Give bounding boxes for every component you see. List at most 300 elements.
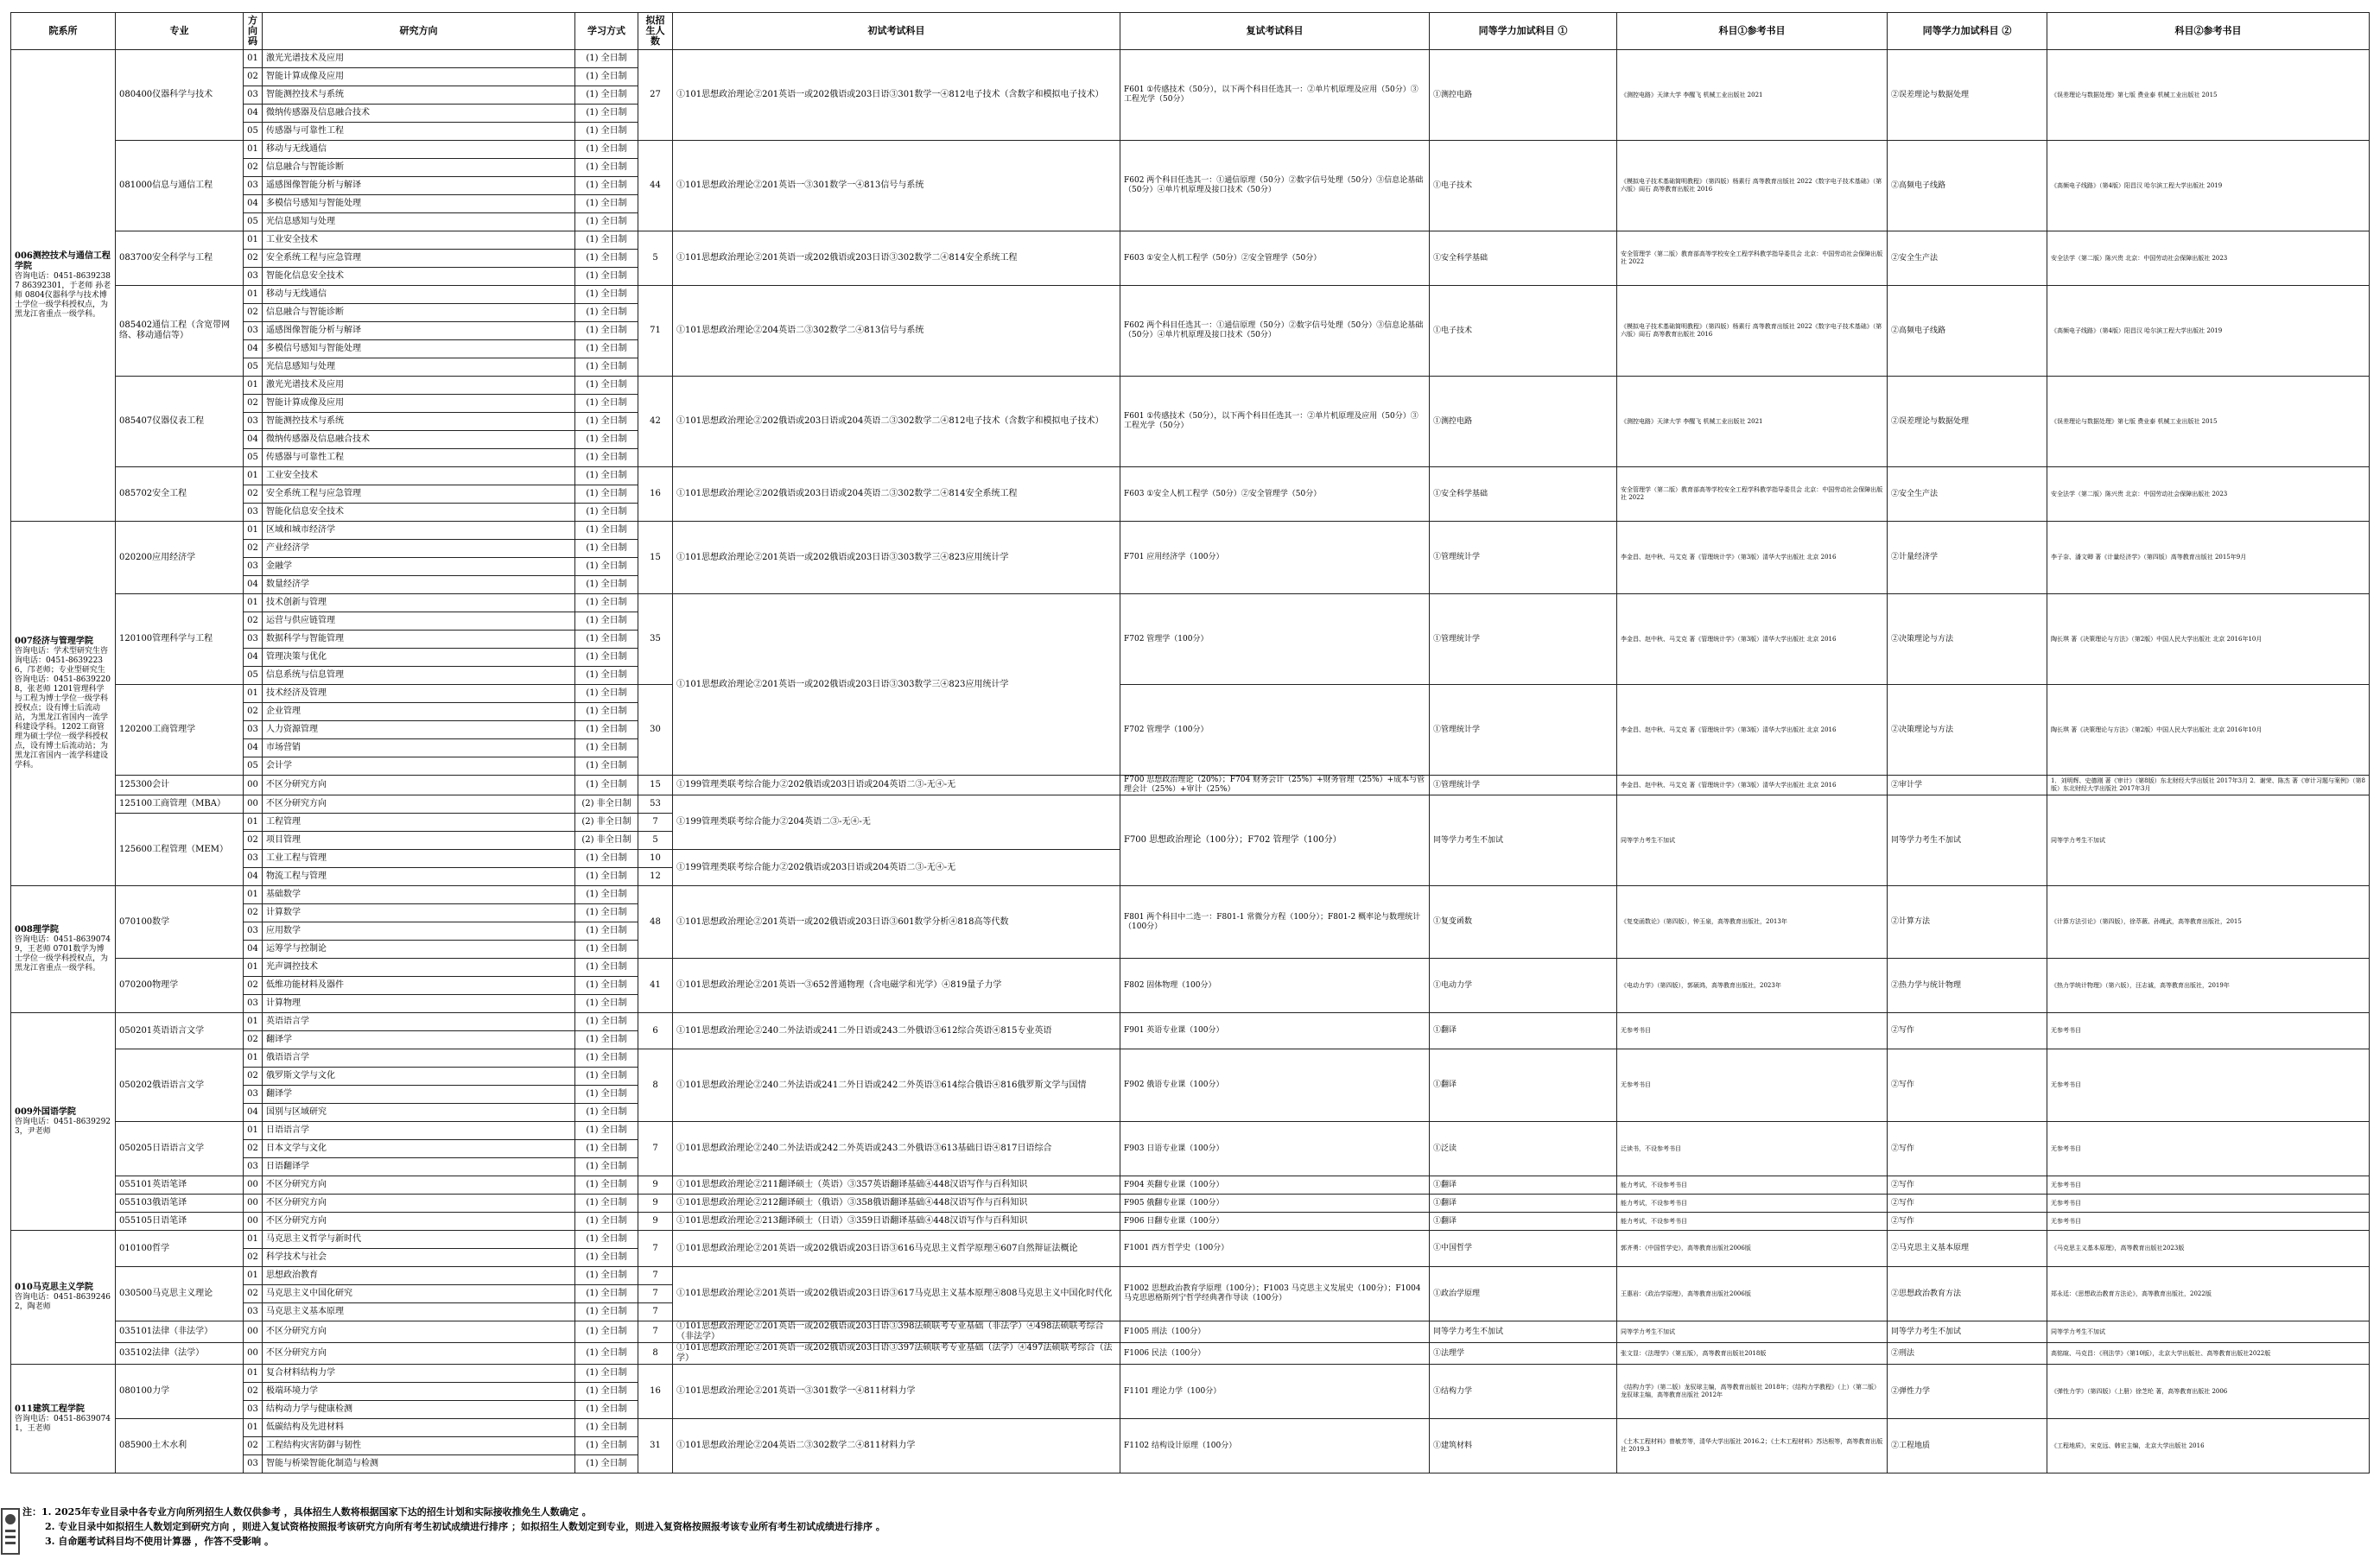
direction-name: 应用数学 (263, 922, 575, 941)
study-mode: (1) 全日制 (575, 1249, 638, 1267)
direction-code: 02 (244, 1140, 263, 1158)
extra-books-2: 《误差理论与数据处理》第七版 费业泰 机械工业出版社 2015 (2047, 50, 2370, 141)
direction-code: 03 (244, 86, 263, 105)
direction-name: 管理决策与优化 (263, 649, 575, 667)
study-mode: (1) 全日制 (575, 485, 638, 504)
extra-subject-2: ②工程地质 (1888, 1419, 2047, 1473)
study-mode: (1) 全日制 (575, 1049, 638, 1068)
seal-stamp (0, 1507, 21, 1556)
extra-books-1: 张文显：《法理学》（第五版），高等教育出版社2018版 (1617, 1343, 1888, 1365)
direction-code: 00 (244, 1195, 263, 1213)
college-info: 咨询电话：0451-86392923，尹老师 (15, 1117, 111, 1136)
study-mode: (1) 全日制 (575, 1383, 638, 1401)
study-mode: (1) 全日制 (575, 1401, 638, 1419)
major-cell: 080400仪器科学与技术 (116, 50, 244, 141)
table-row (11, 1176, 2370, 1195)
extra-subject-2: ②马克思主义基本原理 (1888, 1231, 2047, 1267)
direction-code: 04 (244, 576, 263, 594)
study-mode: (1) 全日制 (575, 1068, 638, 1086)
study-mode: (2) 非全日制 (575, 832, 638, 850)
extra-subject-2: ②写作 (1888, 1049, 2047, 1122)
extra-books-2: 安全法学（第二版）陈兴贵 北京：中国劳动社会保障出版社 2023 (2047, 231, 2370, 286)
direction-name: 日语语言学 (263, 1122, 575, 1140)
major-cell: 125600工程管理（MEM） (116, 814, 244, 886)
major-cell: 120200工商管理学 (116, 685, 244, 776)
direction-code: 01 (244, 594, 263, 612)
retest-subjects: F903 日语专业课（100分） (1120, 1122, 1430, 1176)
study-mode: (1) 全日制 (575, 177, 638, 195)
enrollment-count: 30 (638, 685, 673, 776)
enrollment-count: 27 (638, 50, 673, 141)
direction-name: 计算数学 (263, 904, 575, 922)
extra-subject-1: ①管理统计学 (1430, 522, 1617, 594)
major-cell: 035101法律（非法学） (116, 1321, 244, 1343)
major-cell: 120100管理科学与工程 (116, 594, 244, 685)
direction-name: 人力资源管理 (263, 721, 575, 739)
direction-code: 02 (244, 159, 263, 177)
direction-code: 04 (244, 868, 263, 886)
enrollment-count: 9 (638, 1213, 673, 1231)
direction-code: 02 (244, 1031, 263, 1049)
study-mode: (1) 全日制 (575, 467, 638, 485)
major-cell: 125300会计 (116, 776, 244, 795)
table-row (11, 231, 2370, 250)
direction-code: 03 (244, 631, 263, 649)
extra-books-1: 《模拟电子技术基础简明教程》（第四版）杨素行 高等教育出版社 2022《数字电子技术基础》（第六版）阎石 高等教育出版社 2016 (1617, 141, 1888, 231)
extra-subject-2: ②决策理论与方法 (1888, 685, 2047, 776)
header-cell: 学习方式 (575, 13, 638, 50)
header-cell: 同等学力加试科目 ① (1430, 13, 1617, 50)
extra-subject-1: ①管理统计学 (1430, 776, 1617, 795)
direction-code: 04 (244, 941, 263, 959)
footnotes (22, 1505, 2355, 1549)
direction-code: 03 (244, 558, 263, 576)
table-row (11, 959, 2370, 977)
study-mode: (1) 全日制 (575, 1321, 638, 1343)
study-mode: (1) 全日制 (575, 721, 638, 739)
direction-code: 04 (244, 195, 263, 213)
enrollment-count: 16 (638, 1365, 673, 1419)
extra-books-2: 《计算方法引论》（第四版），徐萃薇、孙绳武，高等教育出版社，2015 (2047, 886, 2370, 959)
study-mode: (1) 全日制 (575, 1031, 638, 1049)
table-row (11, 1343, 2370, 1365)
study-mode: (1) 全日制 (575, 504, 638, 522)
exam-subjects: ①101思想政治理论②201英语一或202俄语或203日语③601数学分析④818高等代数 (673, 886, 1120, 959)
extra-subject-2: ②计算方法 (1888, 886, 2047, 959)
study-mode: (1) 全日制 (575, 250, 638, 268)
retest-subjects: F700 思想政治理论（20%）；F704 财务会计（25%）+财务管理（25%）+成本与管理会计（25%）+审计（25%） (1120, 776, 1430, 795)
direction-code: 04 (244, 739, 263, 757)
extra-subject-2: ②写作 (1888, 1013, 2047, 1049)
study-mode: (2) 非全日制 (575, 814, 638, 832)
exam-subjects: ①101思想政治理论②240二外法语或242二外英语或243二外俄语③613基础日语④817日语综合 (673, 1122, 1120, 1176)
direction-name: 翻译学 (263, 1086, 575, 1104)
college-name: 008理学院 (15, 925, 59, 935)
direction-code: 01 (244, 50, 263, 68)
direction-name: 智能与桥梁智能化制造与检测 (263, 1455, 575, 1473)
college-info: 咨询电话：0451-86390741，王老师 (15, 1414, 111, 1433)
extra-books-2: 《马克思主义基本原理》，高等教育出版社2023版 (2047, 1231, 2370, 1267)
retest-subjects: F801 两个科目中二选一：F801-1 常微分方程（100分）；F801-2 概率论与数理统计（100分） (1120, 886, 1430, 959)
study-mode: (1) 全日制 (575, 522, 638, 540)
extra-books-2: 无参考书目 (2047, 1049, 2370, 1122)
direction-name: 遥感图像智能分析与解译 (263, 322, 575, 340)
study-mode: (1) 全日制 (575, 1343, 638, 1365)
direction-name: 不区分研究方向 (263, 795, 575, 814)
extra-subject-1: ①法理学 (1430, 1343, 1617, 1365)
exam-subjects: ①101思想政治理论②201英语一或202俄语或203日语③398法硕联考专业基础（非法学）④498法硕联考综合（非法学） (673, 1321, 1120, 1343)
direction-code: 04 (244, 431, 263, 449)
direction-code: 01 (244, 814, 263, 832)
extra-subject-1: ①泛读 (1430, 1122, 1617, 1176)
header-cell: 研究方向 (263, 13, 575, 50)
direction-code: 03 (244, 322, 263, 340)
table-row (11, 522, 2370, 540)
footnote-3: 3. 自命题考试科目均不使用计算器 ，作答不受影响 。 (45, 1536, 274, 1547)
extra-subject-2: ②高频电子线路 (1888, 141, 2047, 231)
extra-subject-1: ①测控电路 (1430, 377, 1617, 467)
extra-books-2: 《热力学统计物理》（第六版），汪志诚，高等教育出版社，2019年 (2047, 959, 2370, 1013)
enrollment-count: 41 (638, 959, 673, 1013)
direction-name: 产业经济学 (263, 540, 575, 558)
footnote-1: 注：1. 2025年专业目录中各专业方向所列招生人数仅供参考 ，具体招生人数将根据国家下达的招生计划和实际接收推免生人数确定 。 (22, 1506, 592, 1518)
direction-code: 01 (244, 467, 263, 485)
direction-code: 01 (244, 886, 263, 904)
extra-subject-1: ①翻译 (1430, 1176, 1617, 1195)
header-cell: 科目②参考书目 (2047, 13, 2370, 50)
direction-name: 光信息感知与处理 (263, 213, 575, 231)
study-mode: (1) 全日制 (575, 431, 638, 449)
exam-subjects: ①101思想政治理论②201英语一或202俄语或203日语③617马克思主义基本原理④808马克思主义中国化时代化 (673, 1267, 1120, 1321)
study-mode: (1) 全日制 (575, 886, 638, 904)
direction-code: 01 (244, 1049, 263, 1068)
extra-books-1: 《测控电路》天津大学 李醒飞 机械工业出版社 2021 (1617, 50, 1888, 141)
extra-books-1: 安全管理学（第二版）教育部高等学校安全工程学科教学指导委员会 北京：中国劳动社会保障出版社 2022 (1617, 231, 1888, 286)
header-cell: 拟招生人数 (638, 13, 673, 50)
retest-subjects: F603 ①安全人机工程学（50分）②安全管理学（50分） (1120, 231, 1430, 286)
direction-name: 俄语语言学 (263, 1049, 575, 1068)
table-row (11, 1122, 2370, 1140)
direction-code: 00 (244, 1343, 263, 1365)
extra-books-1: 李金昌、赵中秋、马艾克 著《管理统计学》（第3版）清华大学出版社 北京 2016 (1617, 685, 1888, 776)
exam-subjects: ①101思想政治理论②201英语一或202俄语或203日语③301数学一④812电子技术（含数字和模拟电子技术） (673, 50, 1120, 141)
extra-subject-2: ②安全生产法 (1888, 231, 2047, 286)
direction-name: 俄罗斯文学与文化 (263, 1068, 575, 1086)
direction-code: 03 (244, 413, 263, 431)
direction-code: 02 (244, 1437, 263, 1455)
direction-name: 日语翻译学 (263, 1158, 575, 1176)
extra-subject-1: ①翻译 (1430, 1195, 1617, 1213)
direction-code: 00 (244, 1176, 263, 1195)
enrollment-count: 15 (638, 522, 673, 594)
major-cell: 055101英语笔译 (116, 1176, 244, 1195)
extra-books-2: 《工程地质》，宋克远、韩宏主编，北京大学出版社 2016 (2047, 1419, 2370, 1473)
direction-code: 01 (244, 959, 263, 977)
direction-name: 安全系统工程与应急管理 (263, 250, 575, 268)
direction-name: 复合材料结构力学 (263, 1365, 575, 1383)
extra-subject-1: ①测控电路 (1430, 50, 1617, 141)
direction-code: 01 (244, 1365, 263, 1383)
direction-name: 信息融合与智能诊断 (263, 159, 575, 177)
retest-subjects: F601 ①传感技术（50分），以下两个科目任选其一：②单片机原理及应用（50分）③工程光学（50分） (1120, 377, 1430, 467)
college-name: 009外国语学院 (15, 1106, 76, 1117)
extra-books-1: 郭齐勇：《中国哲学史》，高等教育出版社2006版 (1617, 1231, 1888, 1267)
table-row (11, 795, 2370, 814)
header-cell: 同等学力加试科目 ② (1888, 13, 2047, 50)
extra-subject-2: ②审计学 (1888, 776, 2047, 795)
study-mode: (1) 全日制 (575, 231, 638, 250)
direction-code: 01 (244, 1419, 263, 1437)
study-mode: (1) 全日制 (575, 1437, 638, 1455)
extra-books-1: 《模拟电子技术基础简明教程》（第四版）杨素行 高等教育出版社 2022《数字电子技术基础》（第六版）阎石 高等教育出版社 2016 (1617, 286, 1888, 377)
table-row (11, 1213, 2370, 1231)
table-row (11, 594, 2370, 612)
table-row (11, 377, 2370, 395)
extra-subject-1: ①中国哲学 (1430, 1231, 1617, 1267)
study-mode: (1) 全日制 (575, 1195, 638, 1213)
direction-code: 00 (244, 1213, 263, 1231)
enrollment-count: 7 (638, 1285, 673, 1303)
direction-name: 思想政治教育 (263, 1267, 575, 1285)
study-mode: (1) 全日制 (575, 213, 638, 231)
study-mode: (1) 全日制 (575, 123, 638, 141)
study-mode: (1) 全日制 (575, 540, 638, 558)
major-cell: 010100哲学 (116, 1231, 244, 1267)
direction-name: 智能化信息安全技术 (263, 504, 575, 522)
direction-code: 04 (244, 105, 263, 123)
enrollment-count: 48 (638, 886, 673, 959)
study-mode: (1) 全日制 (575, 1140, 638, 1158)
exam-subjects: ①101思想政治理论②201英语一或202俄语或203日语③302数学二④814安全系统工程 (673, 231, 1120, 286)
direction-code: 02 (244, 1285, 263, 1303)
study-mode: (1) 全日制 (575, 558, 638, 576)
table-header-row (11, 13, 2370, 50)
study-mode: (1) 全日制 (575, 757, 638, 776)
study-mode: (1) 全日制 (575, 904, 638, 922)
direction-code: 03 (244, 268, 263, 286)
major-cell: 035102法律（法学） (116, 1343, 244, 1365)
study-mode: (1) 全日制 (575, 195, 638, 213)
study-mode: (1) 全日制 (575, 941, 638, 959)
retest-subjects: F802 固体物理（100分） (1120, 959, 1430, 1013)
exam-subjects: ①101思想政治理论②201英语一③301数学一④811材料力学 (673, 1365, 1120, 1419)
extra-books-1: 《土木工程材料》曾敏芳等，清华大学出版社 2016.2；《土木工程材料》苏达根等，高等教育出版社 2019.3 (1617, 1419, 1888, 1473)
college-name: 007经济与管理学院 (15, 637, 93, 646)
table-row (11, 1365, 2370, 1383)
extra-books-1: 王惠岩：《政治学原理》，高等教育出版社2006版 (1617, 1267, 1888, 1321)
direction-name: 安全系统工程与应急管理 (263, 485, 575, 504)
retest-subjects: F602 两个科目任选其一：①通信原理（50分）②数字信号处理（50分）③信息论基础（50分）④单片机原理及接口技术（50分） (1120, 286, 1430, 377)
extra-subject-1: ①安全科学基础 (1430, 467, 1617, 522)
extra-subject-2: ②刑法 (1888, 1343, 2047, 1365)
enrollment-count: 15 (638, 776, 673, 795)
direction-code: 00 (244, 795, 263, 814)
exam-subjects: ①101思想政治理论②202俄语或203日语或204英语二③302数学二④812电子技术（含数字和模拟电子技术） (673, 377, 1120, 467)
header-cell: 专业 (116, 13, 244, 50)
direction-name: 马克思主义中国化研究 (263, 1285, 575, 1303)
extra-subject-2: ②安全生产法 (1888, 467, 2047, 522)
direction-name: 运营与供应链管理 (263, 612, 575, 631)
header-cell: 科目①参考书目 (1617, 13, 1888, 50)
table-row (11, 1419, 2370, 1437)
direction-code: 01 (244, 1122, 263, 1140)
extra-books-1: 能力考试，不设参考书目 (1617, 1195, 1888, 1213)
direction-name: 技术经济及管理 (263, 685, 575, 703)
exam-subjects: ①199管理类联考综合能力②202俄语或203日语或204英语二③-无④-无 (673, 776, 1120, 795)
exam-subjects: ①101思想政治理论②240二外法语或241二外日语或243二外俄语③612综合英语④815专业英语 (673, 1013, 1120, 1049)
direction-code: 02 (244, 977, 263, 995)
enrollment-count: 7 (638, 1321, 673, 1343)
study-mode: (1) 全日制 (575, 449, 638, 467)
study-mode: (1) 全日制 (575, 1303, 638, 1321)
college-cell (11, 1365, 116, 1473)
direction-code: 02 (244, 1383, 263, 1401)
retest-subjects: F603 ①安全人机工程学（50分）②安全管理学（50分） (1120, 467, 1430, 522)
study-mode: (1) 全日制 (575, 1419, 638, 1437)
direction-name: 基础数学 (263, 886, 575, 904)
direction-code: 02 (244, 250, 263, 268)
enrollment-count: 9 (638, 1195, 673, 1213)
study-mode: (1) 全日制 (575, 1365, 638, 1383)
header-cell: 初试考试科目 (673, 13, 1120, 50)
direction-name: 日本文学与文化 (263, 1140, 575, 1158)
direction-code: 00 (244, 1321, 263, 1343)
major-cell: 020200应用经济学 (116, 522, 244, 594)
extra-books-2: 《误差理论与数据处理》第七版 费业泰 机械工业出版社 2015 (2047, 377, 2370, 467)
major-cell: 070200物理学 (116, 959, 244, 1013)
retest-subjects: F601 ①传感技术（50分），以下两个科目任选其一：②单片机原理及应用（50分）③工程光学（50分） (1120, 50, 1430, 141)
direction-name: 移动与无线通信 (263, 286, 575, 304)
direction-code: 03 (244, 1086, 263, 1104)
direction-name: 马克思主义基本原理 (263, 1303, 575, 1321)
study-mode: (1) 全日制 (575, 776, 638, 795)
direction-name: 信息融合与智能诊断 (263, 304, 575, 322)
college-cell (11, 522, 116, 886)
study-mode: (1) 全日制 (575, 286, 638, 304)
college-name: 011建筑工程学院 (15, 1404, 85, 1414)
direction-name: 移动与无线通信 (263, 141, 575, 159)
study-mode: (1) 全日制 (575, 703, 638, 721)
extra-books-1: 安全管理学（第二版）教育部高等学校安全工程学科教学指导委员会 北京：中国劳动社会保障出版社 2022 (1617, 467, 1888, 522)
study-mode: (1) 全日制 (575, 594, 638, 612)
direction-name: 运筹学与控制论 (263, 941, 575, 959)
extra-subject-1: ①电动力学 (1430, 959, 1617, 1013)
direction-name: 智能测控技术与系统 (263, 86, 575, 105)
exam-subjects: ①199管理类联考综合能力②204英语二③-无④-无 (673, 795, 1120, 850)
study-mode: (1) 全日制 (575, 377, 638, 395)
extra-books-2: 李子奈、潘文卿 著《计量经济学》（第四版）高等教育出版社 2015年9月 (2047, 522, 2370, 594)
direction-name: 区域和城市经济学 (263, 522, 575, 540)
extra-books-2: 陶长琪 著《决策理论与方法》（第2版）中国人民大学出版社 北京 2016年10月 (2047, 594, 2370, 685)
direction-code: 02 (244, 540, 263, 558)
extra-subject-2: ②写作 (1888, 1176, 2047, 1195)
study-mode: (1) 全日制 (575, 50, 638, 68)
direction-name: 会计学 (263, 757, 575, 776)
table-row (11, 1231, 2370, 1249)
direction-name: 不区分研究方向 (263, 1213, 575, 1231)
retest-subjects: F701 应用经济学（100分） (1120, 522, 1430, 594)
direction-name: 不区分研究方向 (263, 1195, 575, 1213)
extra-books-1: 《结构力学》（第二版）龙驭球主编，高等教育出版社 2018年；《结构力学教程》（上）（第二版）龙驭球主编，高等教育出版社 2012年 (1617, 1365, 1888, 1419)
extra-subject-2: ②误差理论与数据处理 (1888, 377, 2047, 467)
direction-code: 05 (244, 667, 263, 685)
study-mode: (1) 全日制 (575, 1176, 638, 1195)
header-cell: 复试考试科目 (1120, 13, 1430, 50)
direction-code: 03 (244, 721, 263, 739)
study-mode: (1) 全日制 (575, 922, 638, 941)
direction-code: 03 (244, 995, 263, 1013)
extra-books-2: 同等学力考生不加试 (2047, 1321, 2370, 1343)
direction-code: 02 (244, 68, 263, 86)
study-mode: (1) 全日制 (575, 1267, 638, 1285)
study-mode: (1) 全日制 (575, 850, 638, 868)
direction-code: 01 (244, 1231, 263, 1249)
exam-subjects: ①101思想政治理论②201英语一或202俄语或203日语③616马克思主义哲学原理④607自然辩证法概论 (673, 1231, 1120, 1267)
direction-code: 04 (244, 1104, 263, 1122)
extra-subject-2: ②写作 (1888, 1213, 2047, 1231)
enrollment-count: 42 (638, 377, 673, 467)
table-row (11, 141, 2370, 159)
direction-name: 金融学 (263, 558, 575, 576)
extra-books-1: 李金昌、赵中秋、马艾克 著《管理统计学》（第3版）清华大学出版社 北京 2016 (1617, 594, 1888, 685)
enrollment-count: 12 (638, 868, 673, 886)
direction-name: 不区分研究方向 (263, 1176, 575, 1195)
enrollment-count: 7 (638, 814, 673, 832)
enrollment-count: 9 (638, 1176, 673, 1195)
direction-code: 03 (244, 922, 263, 941)
direction-name: 数据科学与智能管理 (263, 631, 575, 649)
direction-name: 遥感图像智能分析与解译 (263, 177, 575, 195)
extra-subject-1: ①翻译 (1430, 1213, 1617, 1231)
direction-name: 光信息感知与处理 (263, 358, 575, 377)
extra-books-1: 李金昌、赵中秋、马艾克 著《管理统计学》（第3版）清华大学出版社 北京 2016 (1617, 776, 1888, 795)
major-cell: 070100数学 (116, 886, 244, 959)
extra-subject-1: ①翻译 (1430, 1049, 1617, 1122)
study-mode: (1) 全日制 (575, 159, 638, 177)
major-cell: 085407仪器仪表工程 (116, 377, 244, 467)
enrollment-count: 5 (638, 832, 673, 850)
exam-subjects: ①101思想政治理论②204英语二③302数学二④811材料力学 (673, 1419, 1120, 1473)
direction-code: 00 (244, 776, 263, 795)
study-mode: (1) 全日制 (575, 995, 638, 1013)
direction-name: 工程结构灾害防御与韧性 (263, 1437, 575, 1455)
major-cell: 050205日语语言文学 (116, 1122, 244, 1176)
extra-subject-1: ①建筑材料 (1430, 1419, 1617, 1473)
retest-subjects: F1005 刑法（100分） (1120, 1321, 1430, 1343)
direction-name: 技术创新与管理 (263, 594, 575, 612)
extra-books-1: 《电动力学》（第四版），郭硕鸿，高等教育出版社，2023年 (1617, 959, 1888, 1013)
direction-code: 05 (244, 213, 263, 231)
extra-subject-2: ②弹性力学 (1888, 1365, 2047, 1419)
study-mode: (1) 全日制 (575, 667, 638, 685)
extra-books-2: 无参考书目 (2047, 1122, 2370, 1176)
direction-name: 低维功能材料及器件 (263, 977, 575, 995)
direction-code: 02 (244, 485, 263, 504)
major-cell: 050202俄语语言文学 (116, 1049, 244, 1122)
extra-books-1: 同等学力考生不加试 (1617, 1321, 1888, 1343)
direction-name: 工业安全技术 (263, 231, 575, 250)
table-row (11, 1013, 2370, 1031)
exam-subjects: ①101思想政治理论②201英语一或202俄语或203日语③397法硕联考专业基础（法学）④497法硕联考综合（法学） (673, 1343, 1120, 1365)
retest-subjects: F1101 理论力学（100分） (1120, 1365, 1430, 1419)
extra-books-1: 能力考试，不设参考书目 (1617, 1213, 1888, 1231)
college-cell (11, 886, 116, 1013)
extra-subject-1: ①电子技术 (1430, 141, 1617, 231)
direction-code: 01 (244, 522, 263, 540)
major-cell: 080100力学 (116, 1365, 244, 1419)
extra-books-2: 无参考书目 (2047, 1213, 2370, 1231)
exam-subjects: ①101思想政治理论②212翻译硕士（俄语）③358俄语翻译基础④448汉语写作与百科知识 (673, 1195, 1120, 1213)
